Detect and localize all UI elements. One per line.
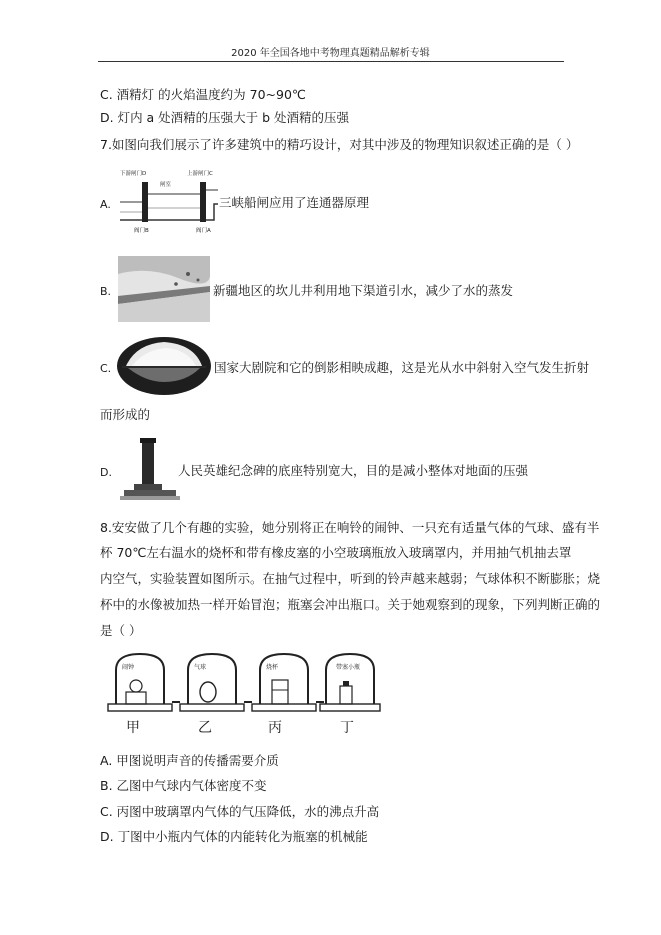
q6-option-c: C. 酒精灯 的火焰温度约为 70~90℃ — [100, 87, 306, 102]
q8-stem-line-1: 8.安安做了几个有趣的实验，她分别将正在响铃的闹钟、一只充有适量气体的气球、盛有半 — [100, 520, 600, 535]
q7-option-c-text-continued: 而形成的 — [100, 407, 151, 422]
header-divider — [98, 61, 564, 62]
page-header: 2020 年全国各地中考物理真题精品解析专辑 — [231, 48, 430, 59]
q7-option-a-letter: A. — [100, 198, 111, 211]
q7-option-a-text: 三峡船闸应用了连通器原理 — [219, 195, 370, 210]
jar-3-label: 烧杯 — [266, 664, 279, 671]
q8-option-c: C. 丙图中玻璃罩内气体的气压降低，水的沸点升高 — [100, 804, 380, 819]
q7-option-b-letter: B. — [100, 285, 112, 298]
gate-d-label: 下游闸门D — [120, 171, 147, 177]
q7-option-d-letter: D. — [100, 466, 112, 479]
national-theater-figure — [116, 336, 212, 396]
q8-option-b: B. 乙图中气球内气体密度不变 — [100, 778, 267, 793]
q7-option-d-text: 人民英雄纪念碑的底座特别宽大，目的是减小整体对地面的压强 — [178, 463, 529, 478]
figure-caption-ding: 丁 — [340, 720, 354, 736]
q7-stem: 7.如图向我们展示了许多建筑中的精巧设计，对其中涉及的物理知识叙述正确的是（ ） — [100, 137, 579, 152]
figure-caption-jia: 甲 — [126, 720, 140, 736]
jar-2-label: 气球 — [194, 664, 207, 671]
q7-option-c-text: 国家大剧院和它的倒影相映成趣，这是光从水中斜射入空气发生折射 — [214, 360, 590, 375]
valve-b-label: 阀门B — [134, 228, 149, 234]
figure-caption-bing: 丙 — [268, 720, 282, 736]
valve-a-label: 阀门A — [196, 228, 211, 234]
monument-figure — [120, 436, 180, 502]
chamber-label: 闸室 — [160, 182, 172, 188]
q8-stem-line-2: 杯 70℃左右温水的烧杯和带有橡皮塞的小空玻璃瓶放入玻璃罩内，并用抽气机抽去罩 — [100, 545, 572, 560]
jar-4-label: 带塞小瓶 — [336, 664, 361, 671]
gate-c-label: 上游闸门C — [187, 171, 213, 177]
bell-jar-experiment-figure — [104, 648, 384, 714]
q8-stem-line-4: 杯中的水像被加热一样开始冒泡；瓶塞会冲出瓶口。关于她观察到的现象，下列判断正确的 — [100, 597, 601, 612]
q7-option-b-text: 新疆地区的坎儿井利用地下渠道引水，减少了水的蒸发 — [213, 283, 514, 298]
bell-jar-2 — [180, 654, 252, 711]
jar-1-label: 闹钟 — [122, 664, 135, 671]
q8-option-a: A. 甲图说明声音的传播需要介质 — [100, 753, 279, 768]
q8-stem-line-5: 是（ ） — [100, 623, 142, 638]
q8-option-d: D. 丁图中小瓶内气体的内能转化为瓶塞的机械能 — [100, 829, 368, 844]
bell-jar-3 — [252, 654, 324, 711]
karez-well-figure — [118, 256, 210, 322]
q7-option-c-letter: C. — [100, 362, 112, 375]
q6-option-d: D. 灯内 a 处酒精的压强大于 b 处酒精的压强 — [100, 110, 350, 125]
bell-jar-1 — [108, 654, 180, 711]
q8-stem-line-3: 内空气，实验装置如图所示。在抽气过程中，听到的铃声越来越弱；气球体积不断膨胀；烧 — [100, 571, 601, 586]
figure-caption-yi: 乙 — [198, 720, 212, 736]
